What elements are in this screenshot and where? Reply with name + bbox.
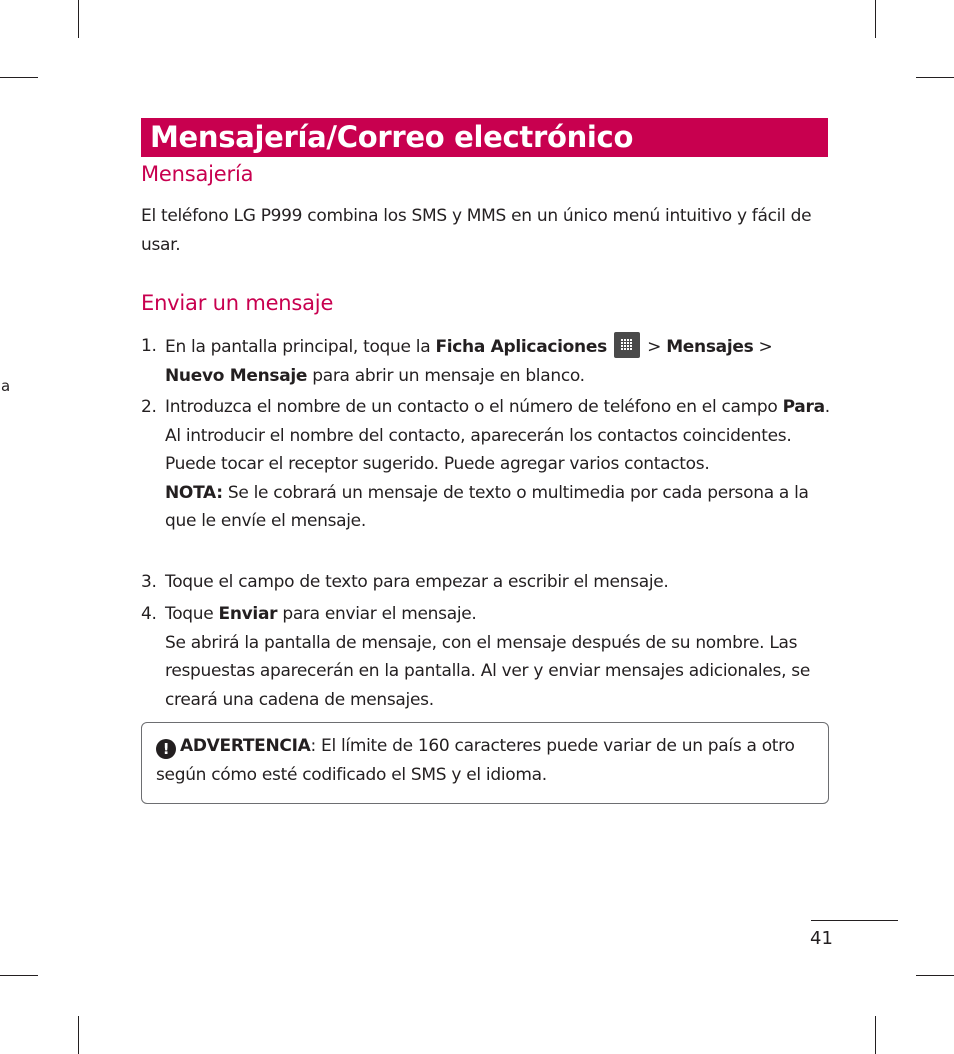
step-number: 3. (141, 572, 157, 592)
mensajes-label: Mensajes (666, 337, 754, 357)
section-heading-enviar: Enviar un mensaje (141, 291, 334, 315)
enviar-label: Enviar (218, 604, 278, 624)
step-text: En la pantalla principal, toque la (165, 337, 436, 357)
note-text: Se le cobrará un mensaje de texto o multimedia por cada persona a la que le envíe el mensaje. (165, 482, 809, 531)
crop-mark-bottom-left-h (0, 975, 38, 976)
step-extra-text: Se abrirá la pantalla de mensaje, con el mensaje después de su nombre. Las respuestas aparecerán en la pantalla. Al ver y enviar mensajes adicionales, se creará una cadena de mensajes. (165, 632, 810, 710)
crop-mark-top-left-v (78, 0, 79, 38)
section-heading-mensajeria: Mensajería (141, 162, 254, 186)
step-number: 2. (141, 397, 157, 417)
crop-mark-bottom-right-h (916, 975, 954, 976)
warning-content (156, 732, 821, 790)
step-1 (141, 332, 831, 390)
step-text: Toque el campo de texto para empezar a escribir el mensaje. (165, 572, 669, 592)
warning-text: : El límite de 160 caracteres puede variar de un país a otro según cómo esté codificado el SMS y el idioma. (156, 736, 795, 785)
margin-letter: a (1, 377, 11, 395)
step-text: . Al introducir el nombre del contacto, aparecerán los contactos coincidentes. Puede tocar el receptor sugerido. Puede agregar varios contactos. (165, 397, 830, 474)
step-text: para enviar el mensaje. (277, 604, 477, 624)
crop-mark-top-right-v (875, 0, 876, 38)
warning-icon: ! (156, 739, 176, 759)
step-3 (141, 568, 831, 597)
intro-paragraph: El teléfono LG P999 combina los SMS y MMS en un único menú intuitivo y fácil de usar. (141, 206, 812, 255)
nuevo-mensaje-label: Nuevo Mensaje (165, 365, 308, 386)
step-number: 1. (141, 336, 157, 356)
page-number: 41 (810, 928, 833, 949)
step-text: Introduzca el nombre de un contacto o el número de teléfono en el campo (165, 397, 783, 417)
step-body (165, 332, 831, 390)
warning-label: ADVERTENCIA (180, 736, 311, 756)
step-text: para abrir un mensaje en blanco. (307, 365, 585, 386)
crop-mark-bottom-left-v (78, 1016, 79, 1054)
step-text: Toque (165, 604, 219, 624)
crop-mark-top-left-h (0, 77, 38, 78)
page-number-rule (811, 920, 898, 921)
step-4 (141, 600, 831, 714)
separator: > (753, 337, 773, 357)
ficha-aplicaciones-label: Ficha Aplicaciones (435, 337, 607, 357)
step-2 (141, 393, 831, 536)
step-body (165, 393, 831, 536)
apps-grid-icon (614, 332, 640, 358)
para-label: Para (782, 397, 825, 417)
step-body (165, 600, 831, 714)
crop-mark-top-right-h (916, 77, 954, 78)
separator: > (642, 337, 667, 357)
step-number: 4. (141, 604, 157, 624)
warning-box (141, 722, 829, 804)
note-label: NOTA: (165, 482, 223, 503)
crop-mark-bottom-right-v (875, 1016, 876, 1054)
page-title: Mensajería/Correo electrónico (150, 120, 634, 154)
page-title-bar (141, 118, 828, 157)
